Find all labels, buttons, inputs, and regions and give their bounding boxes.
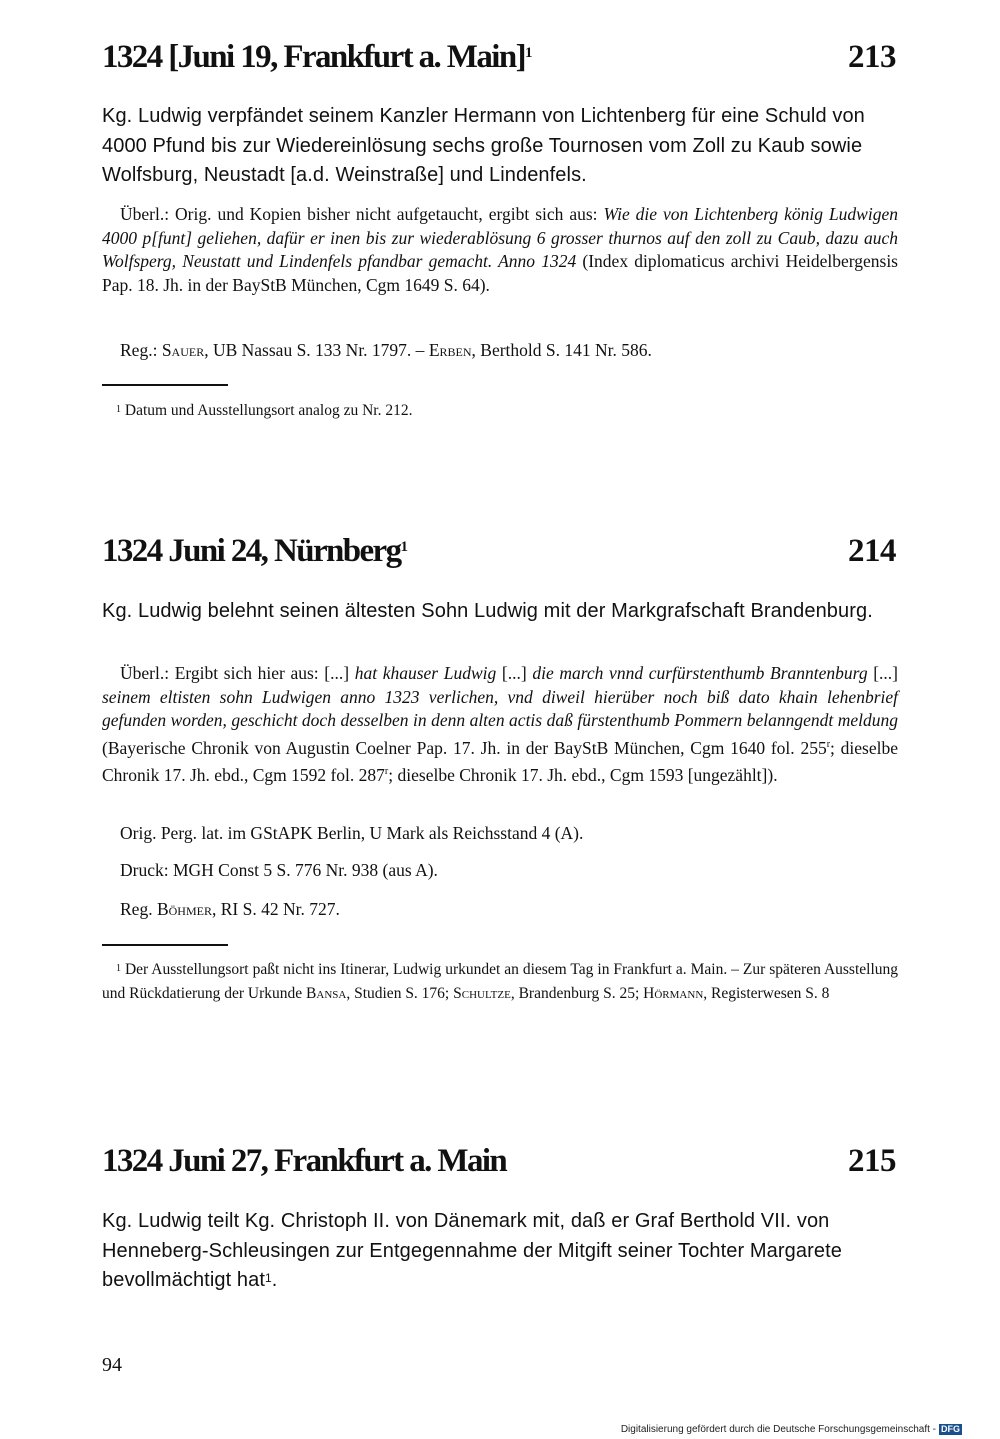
entry-215-title: 1324 Juni 27, Frankfurt a. Main	[102, 1143, 507, 1179]
entry-213-title: 1324 [Juni 19, Frankfurt a. Main]$^1$	[102, 39, 533, 75]
entry-214-original: Orig. Perg. lat. im GStAPK Berlin, U Mark als Reichsstand 4 (A).	[120, 823, 584, 843]
entry-214-summary: Kg. Ludwig belehnt seinen ältesten Sohn Ludwig mit der Markgrafschaft Brandenburg.	[102, 600, 873, 622]
entry-213-regest: Reg.: Sauer, UB Nassau S. 133 Nr. 1797. – Erben, Berthold S. 141 Nr. 586.	[120, 340, 652, 360]
entry-214-heading	[102, 528, 896, 574]
footnote-divider	[102, 944, 228, 946]
entry-214-ueberlieferung: Überl.: Ergibt sich hier aus: [...] hat khauser Ludwig [...] die march vnnd curfürstenthumb Branntenburg [...] seinem eltisten sohn Ludwigen anno 1323 verlichen, vnd diweil hierüber noch biß dato khain lehenbrief gefunden worden, geschicht doch desselben in denn alten actis daß fürstenthumb Pommern belanngendt meldung (Bayerische Chronik von Augustin Coelner Pap. 17. Jh. in der BayStB München, Cgm 1640 fol. 255$^r$; dieselbe Chronik 17. Jh. ebd., Cgm 1592 fol. 287$^r$; dieselbe Chronik 17. Jh. ebd., Cgm 1593 [ungezählt]).	[102, 663, 898, 785]
entry-213-number: 213	[848, 39, 896, 75]
entry-215-heading	[102, 1138, 896, 1184]
entry-213-ueberlieferung: Überl.: Orig. und Kopien bisher nicht aufgetaucht, ergibt sich aus: Wie die von Lichtenberg könig Ludwigen 4000 p[funt] geliehen, dafür er inen bis zur wiederablösung 6 grosser thurnos auf den zoll zu Caub, dazu auch Wolfsperg, Neustatt und Lindenfels pfandbar gemacht. Anno 1324 (Index diplomaticus archivi Heidelbergensis Pap. 18. Jh. in der BayStB München, Cgm 1649 S. 64).	[102, 204, 898, 295]
digitization-credit: Digitalisierung gefördert durch die Deutsche Forschungsgemeinschaft - DFG	[620, 1424, 960, 1435]
entry-215-number: 215	[848, 1143, 896, 1179]
entry-214-title: 1324 Juni 24, Nürnberg$^1$	[102, 533, 409, 569]
entry-214-number: 214	[848, 533, 896, 569]
page-number: 94	[102, 1354, 122, 1376]
entry-213-footnote: $^1$ Datum und Ausstellungsort analog zu Nr. 212.	[116, 402, 413, 419]
entry-215-summary: Kg. Ludwig teilt Kg. Christoph II. von Dänemark mit, daß er Graf Berthold VII. von Henneberg-Schleusingen zur Entgegennahme der Mitgift seiner Tochter Margarete bevollmächtigt hat$^1$.	[102, 1210, 842, 1291]
footnote-divider	[102, 384, 228, 386]
entry-214-footnote: $^1$ Der Ausstellungsort paßt nicht ins Itinerar, Ludwig urkundet an diesem Tag in Frankfurt a. Main. – Zur späteren Ausstellung und Rückdatierung der Urkunde Bansa, Studien S. 176; Schultze, Brandenburg S. 25; Hörmann, Registerwesen S. 8	[102, 961, 898, 1002]
entry-213-summary: Kg. Ludwig verpfändet seinem Kanzler Hermann von Lichtenberg für eine Schuld von 4000 Pfund bis zur Wiedereinlösung sechs große Tournosen vom Zoll zu Kaub sowie Wolfsburg, Neustadt [a.d. Weinstraße] und Lindenfels.	[102, 105, 865, 186]
entry-214-regest: Reg. Böhmer, RI S. 42 Nr. 727.	[120, 899, 340, 919]
entry-214-druck: Druck: MGH Const 5 S. 776 Nr. 938 (aus A).	[120, 860, 438, 880]
dfg-logo: DFG	[941, 1424, 960, 1434]
entry-213-heading	[102, 34, 896, 80]
